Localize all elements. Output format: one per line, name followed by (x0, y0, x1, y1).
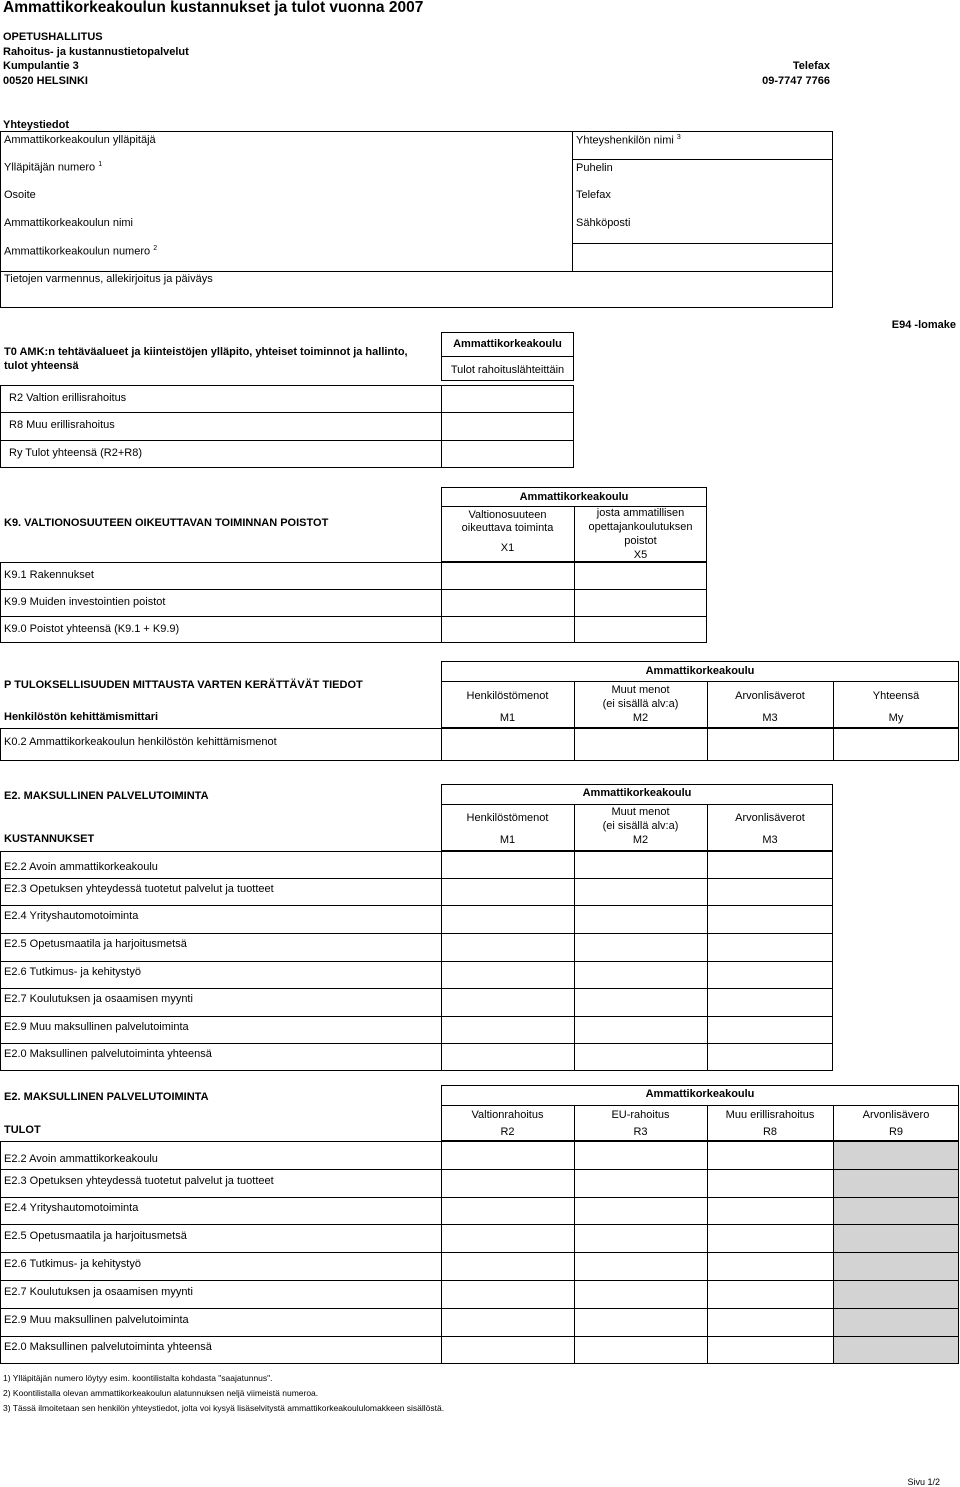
org-street: Kumpulantie 3 (3, 60, 79, 72)
p-col1-code: M1 (499, 712, 516, 724)
verification-label: Tietojen varmennus, allekirjoitus ja päiväys (4, 273, 213, 285)
p-col2-label2: (ei sisällä alv:a) (602, 698, 679, 710)
owner-number-label: Ylläpitäjän numero $^1$ (4, 161, 103, 174)
org-city: 00520 HELSINKI (3, 75, 88, 87)
phone-label: Puhelin (576, 162, 613, 174)
p-subtitle: Henkilöstön kehittämismittari (4, 711, 159, 723)
org-dept: Rahoitus- ja kustannustietopalvelut (3, 46, 189, 58)
e2c-row: E2.6 Tutkimus- ja kehitystyö (4, 966, 141, 978)
e2c-row: E2.0 Maksullinen palvelutoiminta yhteensä (4, 1048, 212, 1060)
e2c-col2-code: M2 (632, 834, 649, 846)
person-label: Yhteyshenkilön nimi $^3$ (576, 134, 681, 147)
uas-name-label: Ammattikorkeakoulun nimi (4, 217, 133, 229)
k9-title: K9. VALTIONOSUUTEEN OIKEUTTAVAN TOIMINNAN POISTOT (4, 517, 329, 529)
e2c-row: E2.2 Avoin ammattikorkeakoulu (4, 861, 158, 873)
p-col3-label: Arvonlisäverot (735, 690, 805, 702)
p-col3-code: M3 (762, 712, 778, 724)
p-row-k02: K0.2 Ammattikorkeakoulun henkilöstön kehittämismenot (4, 736, 277, 748)
e2i-row: E2.5 Opetusmaatila ja harjoitusmetsä (4, 1230, 187, 1242)
e2i-col4-code: R9 (888, 1126, 904, 1138)
e2i-col3-label: Muu erillisrahoitus (725, 1109, 815, 1121)
p-col2-label: Muut menot (611, 684, 670, 696)
e2i-col-head: Ammattikorkeakoulu (645, 1088, 755, 1100)
e2c-col2-label: Muut menot (611, 806, 670, 818)
e2c-subtitle: KUSTANNUKSET (4, 833, 95, 845)
k9-col1-l1: Valtionosuuteen (468, 509, 547, 521)
uas-number-label: Ammattikorkeakoulun numero $^2$ (4, 245, 158, 258)
e2c-col3-code: M3 (762, 834, 778, 846)
t0-col-head: Ammattikorkeakoulu (453, 338, 562, 350)
footnote-3: 3) Tässä ilmoitetaan sen henkilön yhteystiedot, jolta voi kysyä lisäselvitystä ammattikorkeakoululomakkeen sisällöstä. (3, 1403, 445, 1413)
e2i-col4-label: Arvonlisävero (862, 1109, 930, 1121)
footnote-2: 2) Koontilistalla olevan ammattikorkeakoulun alatunnuksen neljä viimeistä numeroa. (3, 1388, 319, 1398)
form-id: E94 -lomake (891, 319, 956, 331)
page-number: Sivu 1/2 (907, 1477, 940, 1487)
k9-col2-code: X5 (633, 549, 648, 561)
org-name: OPETUSHALLITUS (3, 31, 103, 43)
e2i-col1-label: Valtionrahoitus (471, 1109, 544, 1121)
e2i-row: E2.9 Muu maksullinen palvelutoiminta (4, 1314, 189, 1326)
e2i-row: E2.7 Koulutuksen ja osaamisen myynti (4, 1286, 193, 1298)
p-col-head: Ammattikorkeakoulu (645, 665, 755, 677)
k9-col1-code: X1 (500, 542, 515, 554)
e2c-col1-label: Henkilöstömenot (466, 812, 549, 824)
e2i-row: E2.6 Tutkimus- ja kehitystyö (4, 1258, 141, 1270)
t0-row-ry: Ry Tulot yhteensä (R2+R8) (9, 447, 142, 459)
k9-col2-l2: opettajankoulutuksen (588, 521, 693, 533)
k9-row-9: K9.9 Muiden investointien poistot (4, 596, 166, 608)
e2c-col-head: Ammattikorkeakoulu (582, 787, 692, 799)
t0-title-1: T0 AMK:n tehtäväalueet ja kiinteistöjen ylläpito, yhteiset toiminnot ja hallinto, (4, 346, 408, 358)
t0-col-sub: Tulot rahoituslähteittäin (450, 364, 565, 376)
email-label: Sähköposti (576, 217, 631, 229)
p-col4-label: Yhteensä (872, 690, 920, 702)
e2i-title: E2. MAKSULLINEN PALVELUTOIMINTA (4, 1091, 209, 1103)
address-label: Osoite (4, 189, 36, 201)
k9-col1-l2: oikeuttava toiminta (461, 522, 554, 534)
e2i-row: E2.3 Opetuksen yhteydessä tuotetut palvelut ja tuotteet (4, 1175, 274, 1187)
e2i-col2-label: EU-rahoitus (611, 1109, 670, 1121)
k9-row-1: K9.1 Rakennukset (4, 569, 94, 581)
t0-row-r2: R2 Valtion erillisrahoitus (9, 392, 127, 404)
p-col4-code: My (888, 712, 904, 724)
e2i-row: E2.0 Maksullinen palvelutoiminta yhteensä (4, 1341, 212, 1353)
e2c-row: E2.4 Yrityshautomotoiminta (4, 910, 139, 922)
k9-col2-l3: poistot (624, 535, 657, 547)
e2c-title: E2. MAKSULLINEN PALVELUTOIMINTA (4, 790, 209, 802)
fax-field-label: Telefax (576, 189, 611, 201)
e2c-row: E2.9 Muu maksullinen palvelutoiminta (4, 1021, 189, 1033)
e2c-col2-label2: (ei sisällä alv:a) (602, 820, 679, 832)
e2c-col3-label: Arvonlisäverot (735, 812, 805, 824)
e2i-col1-code: R2 (500, 1126, 515, 1138)
p-col2-code: M2 (632, 712, 649, 724)
e2c-row: E2.5 Opetusmaatila ja harjoitusmetsä (4, 938, 187, 950)
e2i-col3-code: R8 (762, 1126, 778, 1138)
t0-title-2: tulot yhteensä (4, 360, 79, 372)
fax-label: Telefax (792, 60, 830, 72)
e2c-row: E2.3 Opetuksen yhteydessä tuotetut palvelut ja tuotteet (4, 883, 274, 895)
e2i-col2-code: R3 (633, 1126, 648, 1138)
e2c-col1-code: M1 (499, 834, 516, 846)
page-title: Ammattikorkeakoulun kustannukset ja tulot vuonna 2007 (3, 0, 424, 16)
p-title: P TULOKSELLISUUDEN MITTAUSTA VARTEN KERÄTTÄVÄT TIEDOT (4, 679, 363, 691)
fax-number: 09-7747 7766 (762, 75, 830, 87)
k9-col-head: Ammattikorkeakoulu (519, 491, 629, 503)
owner-label: Ammattikorkeakoulun ylläpitäjä (4, 134, 156, 146)
e2i-row: E2.4 Yrityshautomotoiminta (4, 1202, 139, 1214)
p-col1-label: Henkilöstömenot (466, 690, 549, 702)
k9-col2-l1: josta ammatillisen (596, 507, 685, 519)
t0-row-r8: R8 Muu erillisrahoitus (9, 419, 115, 431)
footnote-1: 1) Ylläpitäjän numero löytyy esim. koontilistalta kohdasta "saajatunnus". (3, 1373, 273, 1383)
e2i-row: E2.2 Avoin ammattikorkeakoulu (4, 1153, 158, 1165)
k9-row-0: K9.0 Poistot yhteensä (K9.1 + K9.9) (4, 623, 180, 635)
e2i-subtitle: TULOT (4, 1124, 41, 1136)
e2c-row: E2.7 Koulutuksen ja osaamisen myynti (4, 993, 193, 1005)
contact-heading: Yhteystiedot (3, 119, 70, 131)
